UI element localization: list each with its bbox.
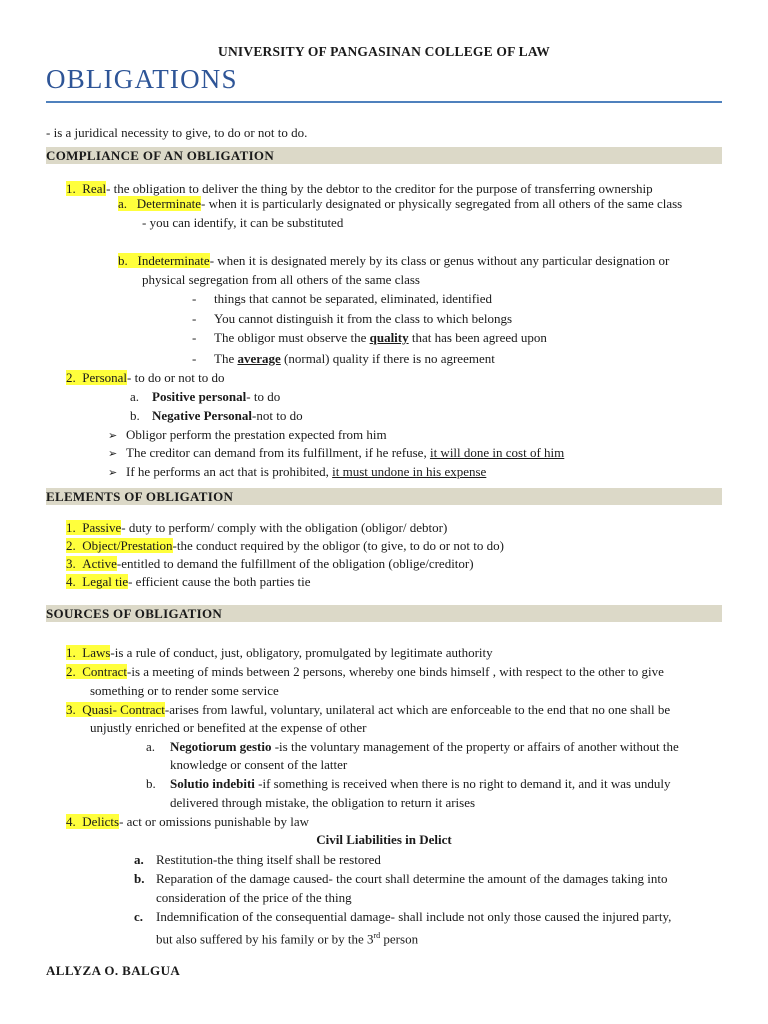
arrow-bullet-icon: ➢ bbox=[108, 429, 118, 442]
source-quasi-contract-cont: unjustly enriched or benefited at the expense of other bbox=[90, 720, 367, 735]
positive-personal-item: a. Positive personal- to do bbox=[130, 389, 281, 404]
real-number: 1. Real bbox=[66, 181, 107, 196]
determinate-term: Determinate bbox=[136, 196, 202, 211]
determinate-dash: - you can identify, it can be substituted bbox=[142, 215, 344, 230]
civil-item-c: c. Indemnification of the consequential damage- shall include not only those caused the injured party, bbox=[134, 909, 672, 924]
indeterminate-text: - when it is designated merely by its class or genus without any particular designation or bbox=[209, 253, 670, 268]
arrow-bullet-icon: ➢ bbox=[108, 447, 118, 460]
element-item-1: 1. Passive- duty to perform/ comply with the obligation (obligor/ debtor) bbox=[66, 520, 448, 535]
author-footer: ALLYZA O. BALGUA bbox=[46, 963, 181, 978]
solutio-indebiti-item: b. Solutio indebiti -if something is received when there is no right to demand it, and it was unduly bbox=[146, 776, 671, 791]
element-item-2: 2. Object/Prestation-the conduct required by the obligor (to give, to do or not to do) bbox=[66, 538, 504, 553]
section-sources-heading: SOURCES OF OBLIGATION bbox=[46, 605, 722, 622]
negative-personal-item: b. Negative Personal-not to do bbox=[130, 408, 303, 423]
indeterminate-item-1: - things that cannot be separated, eliminated, identified bbox=[192, 291, 492, 306]
element-item-3: 3. Active-entitled to demand the fulfillment of the obligation (oblige/creditor) bbox=[66, 556, 474, 571]
element-item-4: 4. Legal tie- efficient cause the both parties tie bbox=[66, 574, 311, 589]
indeterminate-text-cont: physical segregation from all others of the same class bbox=[142, 272, 420, 287]
section-compliance-heading: COMPLIANCE OF AN OBLIGATION bbox=[46, 147, 722, 164]
university-header: UNIVERSITY OF PANGASINAN COLLEGE OF LAW bbox=[218, 44, 550, 59]
determinate-item bbox=[118, 196, 682, 212]
indeterminate-item-2: - You cannot distinguish it from the class to which belongs bbox=[192, 311, 513, 326]
personal-item bbox=[66, 370, 225, 386]
civil-item-b-cont: consideration of the price of the thing bbox=[156, 890, 352, 905]
quality-item: - The obligor must observe the quality that has been agreed upon bbox=[192, 330, 547, 345]
civil-item-c-cont: but also suffered by his family or by the 3rd person bbox=[156, 931, 419, 947]
source-laws: 1. Laws-is a rule of conduct, just, obligatory, promulgated by legitimate authority bbox=[66, 645, 493, 660]
personal-number: 2. bbox=[66, 370, 76, 385]
determinate-text: - when it is particularly designated or physically segregated from all others of the same class bbox=[201, 196, 683, 211]
indeterminate-letter: b. bbox=[118, 253, 128, 268]
source-delicts: 4. Delicts- act or omissions punishable by law bbox=[66, 814, 309, 829]
page-title: OBLIGATIONS bbox=[46, 64, 238, 94]
average-item: - The average (normal) quality if there is no agreement bbox=[192, 351, 495, 366]
source-quasi-contract: 3. Quasi- Contract-arises from lawful, voluntary, unilateral act which are enforceable to the end that no one shall be bbox=[66, 702, 671, 717]
section-elements-heading: ELEMENTS OF OBLIGATION bbox=[46, 488, 722, 505]
average-word: average bbox=[237, 351, 281, 366]
determinate-letter: a. bbox=[118, 196, 128, 211]
arrow-bullet-icon: ➢ bbox=[108, 466, 118, 479]
definition: - is a juridical necessity to give, to do or not to do. bbox=[46, 125, 308, 140]
personal-text: - to do or not to do bbox=[127, 370, 225, 385]
source-contract-cont: something or to render some service bbox=[90, 683, 279, 698]
solutio-indebiti-cont: delivered through mistake, the obligation to return it arises bbox=[170, 795, 476, 810]
civil-item-b: b. Reparation of the damage caused- the court shall determine the amount of the damages taking into bbox=[134, 871, 668, 886]
real-text: - the obligation to deliver the thing by the debtor to the creditor for the purpose of transferring ownership bbox=[106, 181, 653, 196]
civil-item-a: a. Restitution-the thing itself shall be restored bbox=[134, 852, 381, 867]
personal-term: Personal bbox=[82, 370, 128, 385]
title-underline bbox=[46, 101, 722, 103]
arrow-bullet-2: ➢ The creditor can demand from its fulfillment, if he refuse, it will done in cost of him bbox=[108, 445, 565, 460]
arrow-bullet-1: ➢ Obligor perform the prestation expected from him bbox=[108, 427, 387, 442]
real-term: Real bbox=[82, 181, 107, 196]
indeterminate-term: Indeterminate bbox=[137, 253, 210, 268]
real-item bbox=[66, 181, 653, 197]
indeterminate-item bbox=[118, 253, 669, 269]
quality-word: quality bbox=[369, 330, 409, 345]
civil-liabilities-heading: Civil Liabilities in Delict bbox=[316, 832, 452, 847]
source-contract: 2. Contract-is a meeting of minds between 2 persons, whereby one binds himself , with respect to the other to give bbox=[66, 664, 664, 679]
negotiorum-gestio-cont: knowledge or consent of the latter bbox=[170, 757, 348, 772]
arrow-bullet-3: ➢ If he performs an act that is prohibited, it must undone in his expense bbox=[108, 464, 487, 479]
negotiorum-gestio-item: a. Negotiorum gestio -is the voluntary management of the property or affairs of another without the bbox=[146, 739, 679, 754]
